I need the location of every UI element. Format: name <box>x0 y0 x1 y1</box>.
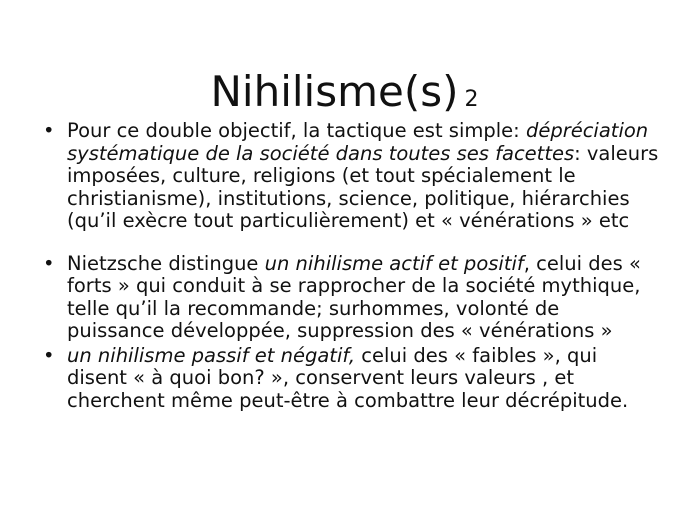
bullet-list <box>40 120 660 412</box>
bullet-item-nihilisme-passif <box>40 345 660 413</box>
bullet-text-part: , celui des « forts » qui conduit à se rapprocher de la société mythique, telle qu’il la recommande; surhommes, volonté de puissance développée, suppression des « vénérations » <box>67 251 641 342</box>
bullet-dot-icon: • <box>43 119 55 142</box>
bullet-item-tactique <box>40 120 660 233</box>
bullet-text-part: Nietzsche distingue <box>67 251 265 275</box>
bullet-text-part: celui des « faibles », qui disent « à quoi bon? », conservent leurs valeurs , et cherchent même peut-être à combattre leur décrépitude. <box>67 343 629 412</box>
title-text: Nihilisme(s) <box>210 67 459 117</box>
bullet-text-emphasis: un nihilisme actif et positif <box>264 251 524 275</box>
slide-number: 2 <box>464 87 479 113</box>
bullet-text-emphasis: un nihilisme passif et négatif, <box>67 343 356 367</box>
bullet-text-emphasis: dépréciation systématique de la société dans toutes ses facettes <box>67 119 649 165</box>
bullet-dot-icon: • <box>43 343 55 367</box>
slide-title <box>0 66 689 126</box>
bullet-dot-icon: • <box>43 251 55 275</box>
bullet-text-part: Pour ce double objectif, la tactique est simple: <box>67 119 526 142</box>
bullet-text-part: : valeurs imposées, culture, religions (et tout spécialement le christianisme), institutions, science, politique, hiérarchies (qu’il exècre tout particulièrement) et « vénérations » etc <box>67 141 659 232</box>
bullet-item-nihilisme-actif <box>40 253 660 343</box>
